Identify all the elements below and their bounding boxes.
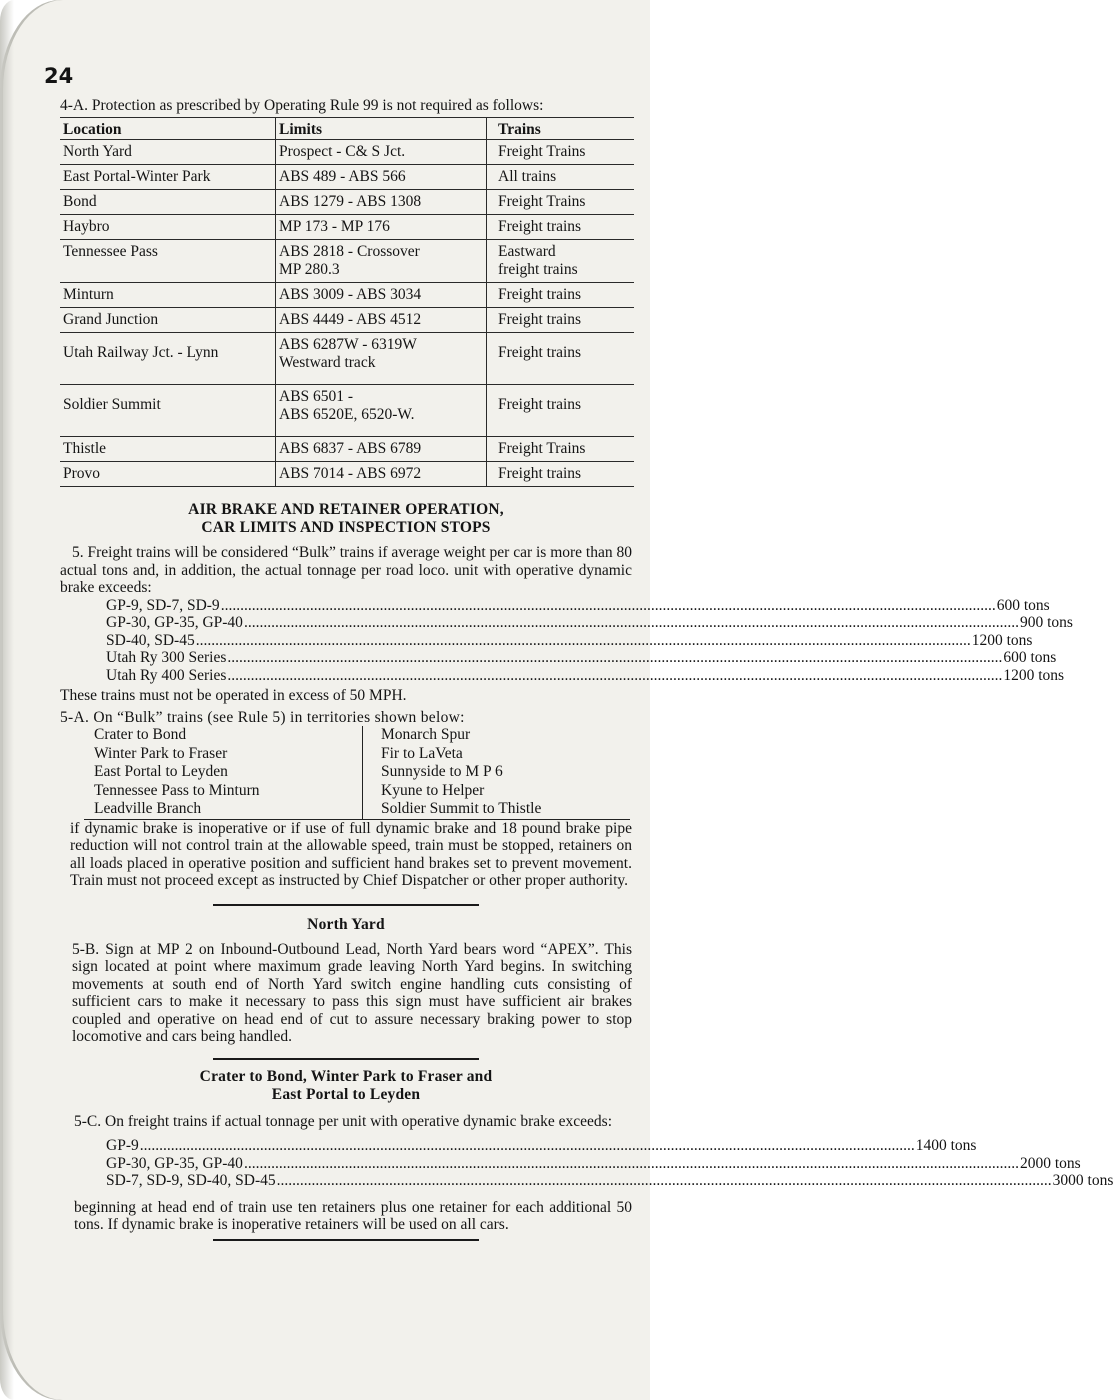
north-yard-heading: North Yard [307,915,385,933]
header-limits: Limits [276,117,487,140]
territory-item: Sunnyside to M P 6 [381,763,503,781]
dot-leader: ........................................................................................................................................................................................................ [243,1154,1019,1172]
cell-location: Provo [60,462,276,487]
locomotive-class: Utah Ry 400 Series [106,666,227,684]
cell-trains: All trains [487,165,635,190]
cell-limits: MP 173 - MP 176 [276,215,487,240]
cell-location: Bond [60,190,276,215]
table-row [60,165,634,190]
table-row [60,308,634,333]
dot-leader: ........................................................................................................................................................................................................ [243,614,1019,631]
locomotive-class: GP-9 [106,1137,139,1155]
tonnage-value: 600 tons [1003,649,1057,666]
tonnage-value: 3000 tons [1052,1172,1113,1190]
table-row [60,437,634,462]
territory-item: Kyune to Helper [381,781,485,799]
cell-limits: ABS 6501 - ABS 6520E, 6520-W. [276,385,487,437]
territory-item: Winter Park to Fraser [94,744,228,762]
cell-limits: ABS 4449 - ABS 4512 [276,308,487,333]
divider-rule [213,1239,479,1241]
cell-location: East Portal-Winter Park [60,165,276,190]
locomotive-class: GP-30, GP-35, GP-40 [106,1154,243,1172]
rule-5a-text: if dynamic brake is inoperative or if use of full dynamic brake and 18 pound brake pipe reduction will not control train at the allowable speed, train must be stopped, retainers on all loads placed in operative position and sufficient hand brakes set to prevent movement. Train must not proceed except as instructed by Chief Dispatcher or other proper authority. [70,819,632,890]
cell-trains: Freight trains [487,385,635,437]
rule-5-text: 5. Freight trains will be considered “Bulk” trains if average weight per car is more than 80 actual tons and, in addition, the actual tonnage per road loco. unit with operative dynamic brake exceeds: [60,544,632,596]
cell-location: Utah Railway Jct. - Lynn [60,333,276,385]
cell-trains: Freight Trains [487,437,635,462]
territory-item: Fir to LaVeta [381,744,463,762]
cell-trains: Freight trains [487,333,635,385]
dot-leader: ........................................................................................................................................................................................................ [227,649,1003,666]
rule-5-note: These trains must not be operated in excess of 50 MPH. [60,687,407,704]
cell-location: Thistle [60,437,276,462]
dot-leader: ........................................................................................................................................................................................................ [195,631,971,649]
table-row [60,283,634,308]
locomotive-class: SD-7, SD-9, SD-40, SD-45 [106,1172,276,1190]
cell-trains: Freight trains [487,308,635,333]
territory-item: Monarch Spur [381,726,471,743]
territory-item: Tennessee Pass to Minturn [94,781,260,799]
rule-4a-intro: 4-A. Protection as prescribed by Operating Rule 99 is not required as follows: [60,97,544,114]
tonnage-row [106,1154,1081,1173]
cell-limits: ABS 2818 - Crossover MP 280.3 [276,240,487,283]
cell-trains: Freight trains [487,215,635,240]
tonnage-value: 900 tons [1019,614,1073,631]
dot-leader: ........................................................................................................................................................................................................ [139,1137,915,1155]
table-row [60,385,634,437]
cell-trains: Freight trains [487,462,635,487]
table-row [60,140,634,165]
rule-5c-tonnage-list [106,1137,1113,1190]
rule-5b-text: 5-B. Sign at MP 2 on Inbound-Outbound Lead, North Yard bears word “APEX”. This sign located at point where maximum grade leaving North Yard begins. In switching movements at south end of North Yard switch engine handling cuts consisting of sufficient cars to make it necessary to pass this sign must have sufficient air brakes coupled and operative on head end of cut to assure necessary braking power to stop locomotive and cars being handled. [72,940,632,1046]
territory-item: Leadville Branch [94,800,202,818]
cell-trains: Freight Trains [487,190,635,215]
tonnage-row [106,631,1033,650]
tonnage-value: 600 tons [996,596,1050,614]
dot-leader: ........................................................................................................................................................................................................ [276,1172,1052,1190]
table-row [60,462,634,487]
locomotive-class: SD-40, SD-45 [106,631,195,649]
territory-right-column [363,726,630,819]
tonnage-value: 1200 tons [971,631,1033,649]
territory-item: Soldier Summit to Thistle [381,800,542,818]
table-row [60,333,634,385]
table-row [60,215,634,240]
section-heading-1: AIR BRAKE AND RETAINER OPERATION, [188,501,504,518]
rule-5c-text: 5-C. On freight trains if actual tonnage per unit with operative dynamic brake exceeds: [74,1112,613,1130]
territory-item: East Portal to Leyden [94,763,228,781]
binding-shadow [0,0,14,1400]
section-heading-2: CAR LIMITS AND INSPECTION STOPS [201,519,491,536]
cell-trains: Eastward freight trains [487,240,635,283]
territory-left-column [84,726,363,819]
tonnage-row [106,666,1065,685]
tonnage-row [106,596,1050,615]
cell-limits: ABS 6837 - ABS 6789 [276,437,487,462]
territory-item: Crater to Bond [94,726,187,743]
rule-5c-text-2: beginning at head end of train use ten retainers plus one retainer for each additional 50 tons. If dynamic brake is inoperative retainers will be used on all cars. [74,1198,632,1234]
header-location: Location [60,117,276,140]
cell-location: Minturn [60,283,276,308]
cell-limits: ABS 1279 - ABS 1308 [276,190,487,215]
cell-limits: ABS 489 - ABS 566 [276,165,487,190]
territory-table [84,726,630,820]
cell-location: Soldier Summit [60,385,276,437]
dot-leader: ........................................................................................................................................................................................................ [220,596,996,614]
table-row [60,240,634,283]
cell-limits: ABS 6287W - 6319W Westward track [276,333,487,385]
rule-5a-intro: 5-A. On “Bulk” trains (see Rule 5) in territories shown below: [60,708,465,726]
table-header-row [60,117,634,140]
tonnage-value: 2000 tons [1019,1154,1081,1172]
rule-5-tonnage-list [106,596,1073,685]
dot-leader: ........................................................................................................................................................................................................ [227,666,1003,684]
cell-trains: Freight trains [487,283,635,308]
header-trains: Trains [487,117,635,140]
cell-limits: ABS 3009 - ABS 3034 [276,283,487,308]
cell-limits: Prospect - C& S Jct. [276,140,487,165]
tonnage-row [106,1137,977,1155]
locomotive-class: Utah Ry 300 Series [106,649,227,666]
tonnage-row [106,649,1057,667]
tonnage-row [106,1172,1113,1190]
protection-table-body [60,117,634,487]
page-number: 24 [44,64,74,88]
crater-heading-2: East Portal to Leyden [271,1085,421,1103]
locomotive-class: GP-30, GP-35, GP-40 [106,614,243,631]
cell-location: North Yard [60,140,276,165]
table-row [60,190,634,215]
cell-limits: ABS 7014 - ABS 6972 [276,462,487,487]
locomotive-class: GP-9, SD-7, SD-9 [106,596,220,614]
cell-location: Haybro [60,215,276,240]
cell-location: Tennessee Pass [60,240,276,283]
tonnage-value: 1400 tons [915,1137,977,1155]
protection-table [60,117,634,488]
cell-location: Grand Junction [60,308,276,333]
cell-trains: Freight Trains [487,140,635,165]
tonnage-value: 1200 tons [1003,666,1065,684]
page-content [60,97,1113,1241]
tonnage-row [106,614,1073,632]
crater-heading-1: Crater to Bond, Winter Park to Fraser and [199,1067,493,1085]
